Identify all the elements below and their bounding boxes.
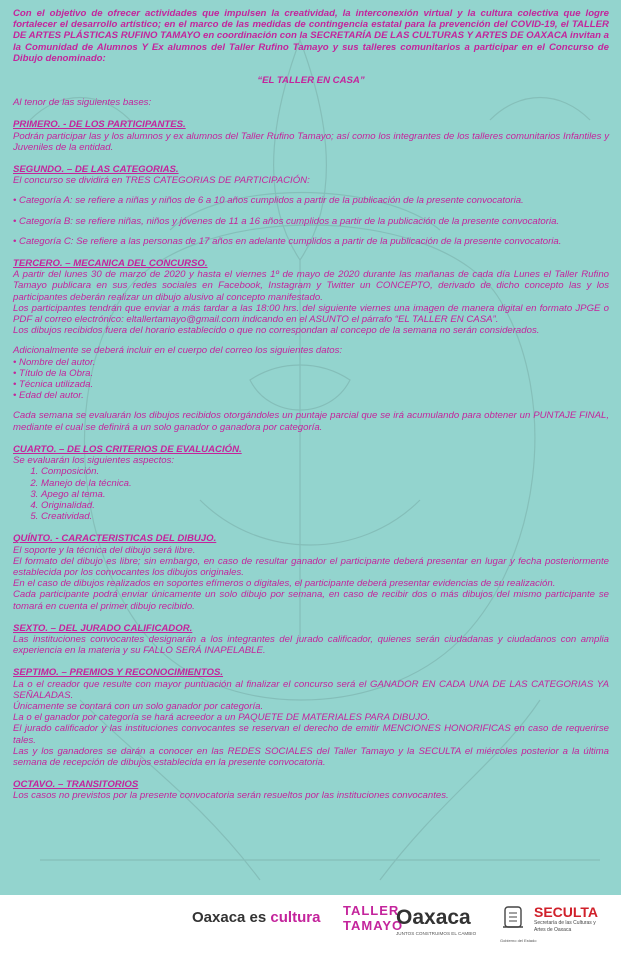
oaxaca-es-text: Oaxaca es [192, 909, 267, 926]
section-text: Podrán participar las y los alumnos y ex alumnos del Taller Rufino Tamayo; así como los integrantes de los talleres comunitarios Infantiles y Juveniles de la entidad. [13, 130, 609, 153]
section-text: Los participantes tendrán que enviar a más tardar a las 18:00 hrs. del siguiente viernes una imagen de manera digital en formato JPGE o PDF al correo electrónico: eltallertamayo@gmail.com indicando en el ASUNTO el párrafo “EL TALLER EN CASA”. [13, 302, 609, 326]
section-heading-quinto: QUÍNTO. - CARACTERISTICAS DEL DIBUJO. [13, 533, 217, 545]
state-seal [500, 905, 537, 943]
section-text: La o el ganador por categoría se hará acreedor a un PAQUETE DE MATERIALES PARA DIBUJO. [13, 712, 431, 724]
section-text: Cada semana se evaluarán los dibujos recibidos otorgándoles un puntaje parcial que se irá acumulando para obtener un PUNTAJE FINAL, mediante el cual se definirá a un solo ganador o ganadora por categoría. [13, 410, 609, 433]
section-text: Se evaluarán los siguientes aspectos: [13, 455, 175, 467]
convocatoria-text [13, 8, 609, 802]
category-b: • Categoría B: se refiere niñas, niños y jóvenes de 11 a 16 años cumplidos a partir de la publicación de la presente convocatoria. [13, 215, 560, 227]
contest-title: “EL TALLER EN CASA” [257, 75, 365, 87]
section-text: La o el creador que resulte con mayor puntuación al finalizar el concurso será el GANADOR EN CADA UNA DE LAS CATEGORIAS YA SEÑALADAS. [13, 678, 609, 701]
section-heading-cuarto: CUARTO. – DE LOS CRITERIOS DE EVALUACIÓN. [13, 443, 242, 455]
oaxaca-es-cultura-logo [192, 909, 320, 926]
intro-paragraph: Con el objetivo de ofrecer actividades que impulsen la creatividad, la interconexión virtual y la cultura colectiva que logre fortalecer el desarrollo artístico; en el marco de las medidas de contingencia estatal para la prevención del COVID-19, el TALLER DE ARTES PLÁSTICAS RUFINO TAMAYO en coordinación con la SECRETARÍA DE LAS CULTURAS Y ARTES DE OAXACA invitan a la Comunidad de Alumnos Y Ex alumnos del Taller Rufino Tamayo y sus talleres comunitarios a participar en el Concurso de Dibujo denominado: [13, 8, 609, 64]
section-heading-tercero: TERCERO. – MECANICA DEL CONCURSO. [13, 258, 208, 270]
section-text: Las y los ganadores se darán a conocer en las REDES SOCIALES del Taller Tamayo y la SECULTA el miércoles posterior a la última semana de recepción de dibujos establecida en la presente convocatoria. [13, 745, 609, 768]
criteria-list [13, 466, 609, 522]
section-heading-septimo: SEPTIMO. – PREMIOS Y RECONOCIMIENTOS. [13, 667, 224, 679]
section-text: El soporte y la técnica del dibujo será libre. [13, 544, 196, 556]
section-text: El formato del dibujo es libre; sin embargo, en caso de resultar ganador el participante deberá presentar en lugar y fecha posteriormente establecida por los convocantes los dibujos originales. [13, 555, 609, 578]
oaxaca-gobierno-logo [396, 907, 488, 943]
section-text: Únicamente se contará con un solo ganador por categoría. [13, 700, 264, 712]
seculta-subtitle-2: Artes de Oaxaca [534, 927, 572, 933]
taller-tamayo-text: TALLER TAMAYO [343, 903, 404, 933]
section-text: Los casos no previstos por la presente convocatoria serán resueltos por las instituciones convocantes. [13, 790, 449, 802]
section-heading-primero: PRIMERO. - DE LOS PARTICIPANTES. [13, 119, 186, 131]
section-text: En el caso de dibujos realizados en soportes efímeros o digitales, el participante deberá presentar evidencias de su realización. [13, 578, 556, 590]
list-item: 4. Originalidad. [41, 500, 609, 511]
section-heading-segundo: SEGUNDO. – DE LAS CATEGORIAS. [13, 164, 179, 176]
section-text: A partir del lunes 30 de marzo de 2020 y hasta el viernes 1º de mayo de 2020 durante las mañanas de cada día Lunes el Taller Rufino Tamayo publicara en sus redes sociales en Facebook, Instagram y Twitter un CONCEPTO, derivado de dicho concepto las y los participantes deberán realizar un dibujo alusivo al concepto manifestado. [13, 269, 609, 303]
oaxaca-slogan: JUNTOS CONSTRUIMOS EL CAMBIO [396, 931, 477, 936]
seculta-text: SECULTA [534, 904, 599, 920]
list-item: • Edad del autor. [13, 390, 84, 402]
section-text: Las instituciones convocantes designarán a los integrantes del jurado calificador, quienes serán ciudadanas y ciudadanos con amplia experiencia en la materia y su FALLO SERÁ INAPELABLE. [13, 633, 609, 657]
list-item: • Nombre del autor. [13, 356, 96, 368]
category-a: • Categoría A: se refiere a niñas y niños de 6 a 10 años cumplidos a partir de la publicación de la presente convocatoria. [13, 195, 524, 207]
seculta-subtitle-1: Secretaría de las Culturas y [534, 920, 596, 926]
footer-logos [0, 895, 621, 960]
section-heading-sexto: SEXTO. – DEL JURADO CALIFICADOR. [13, 622, 193, 634]
seculta-logo [534, 905, 614, 945]
list-item: • Título de la Obra. [13, 367, 94, 379]
list-item: • Técnica utilizada. [13, 379, 94, 391]
section-text: Los dibujos recibidos fuera del horario establecido o que no correspondan al concepo de la semana no serán considerados. [13, 325, 540, 337]
list-item: 5. Creatividad. [41, 511, 609, 522]
oaxaca-logo-text: Oaxaca [396, 906, 471, 929]
section-text: Adicionalmente se deberá incluir en el cuerpo del correo los siguientes datos: [13, 345, 343, 357]
list-item: 1. Composición. [41, 466, 609, 477]
state-seal-icon [500, 905, 526, 933]
list-item: 3. Apego al tema. [41, 489, 609, 500]
section-text: Cada participante podrá enviar únicamente un solo dibujo por semana, en caso de recibir dos o más dibujos del mismo participante se tomará en cuenta el primer dibujo recibido. [13, 589, 609, 612]
list-item: 2. Manejo de la técnica. [41, 478, 609, 489]
cultura-text: cultura [270, 909, 321, 926]
section-heading-octavo: OCTAVO. – TRANSITORIOS [13, 779, 139, 791]
category-c: • Categoría C: Se refiere a las personas de 17 años en adelante cumplidos a partir de la publicación de la presente convocatoria. [13, 235, 562, 247]
section-text: El concurso se dividirá en TRES CATEGORIAS DE PARTICIPACIÓN: [13, 175, 310, 187]
gobierno-label: Gobierno del Estado [500, 938, 537, 943]
bases-line: Al tenor de las siguientes bases: [13, 97, 152, 109]
section-text: El jurado calificador y las instituciones convocantes se reservan el derecho de emitir MENCIONES HONORIFICAS en caso de requerirse tales. [13, 723, 609, 746]
taller-tamayo-logo [343, 903, 404, 943]
